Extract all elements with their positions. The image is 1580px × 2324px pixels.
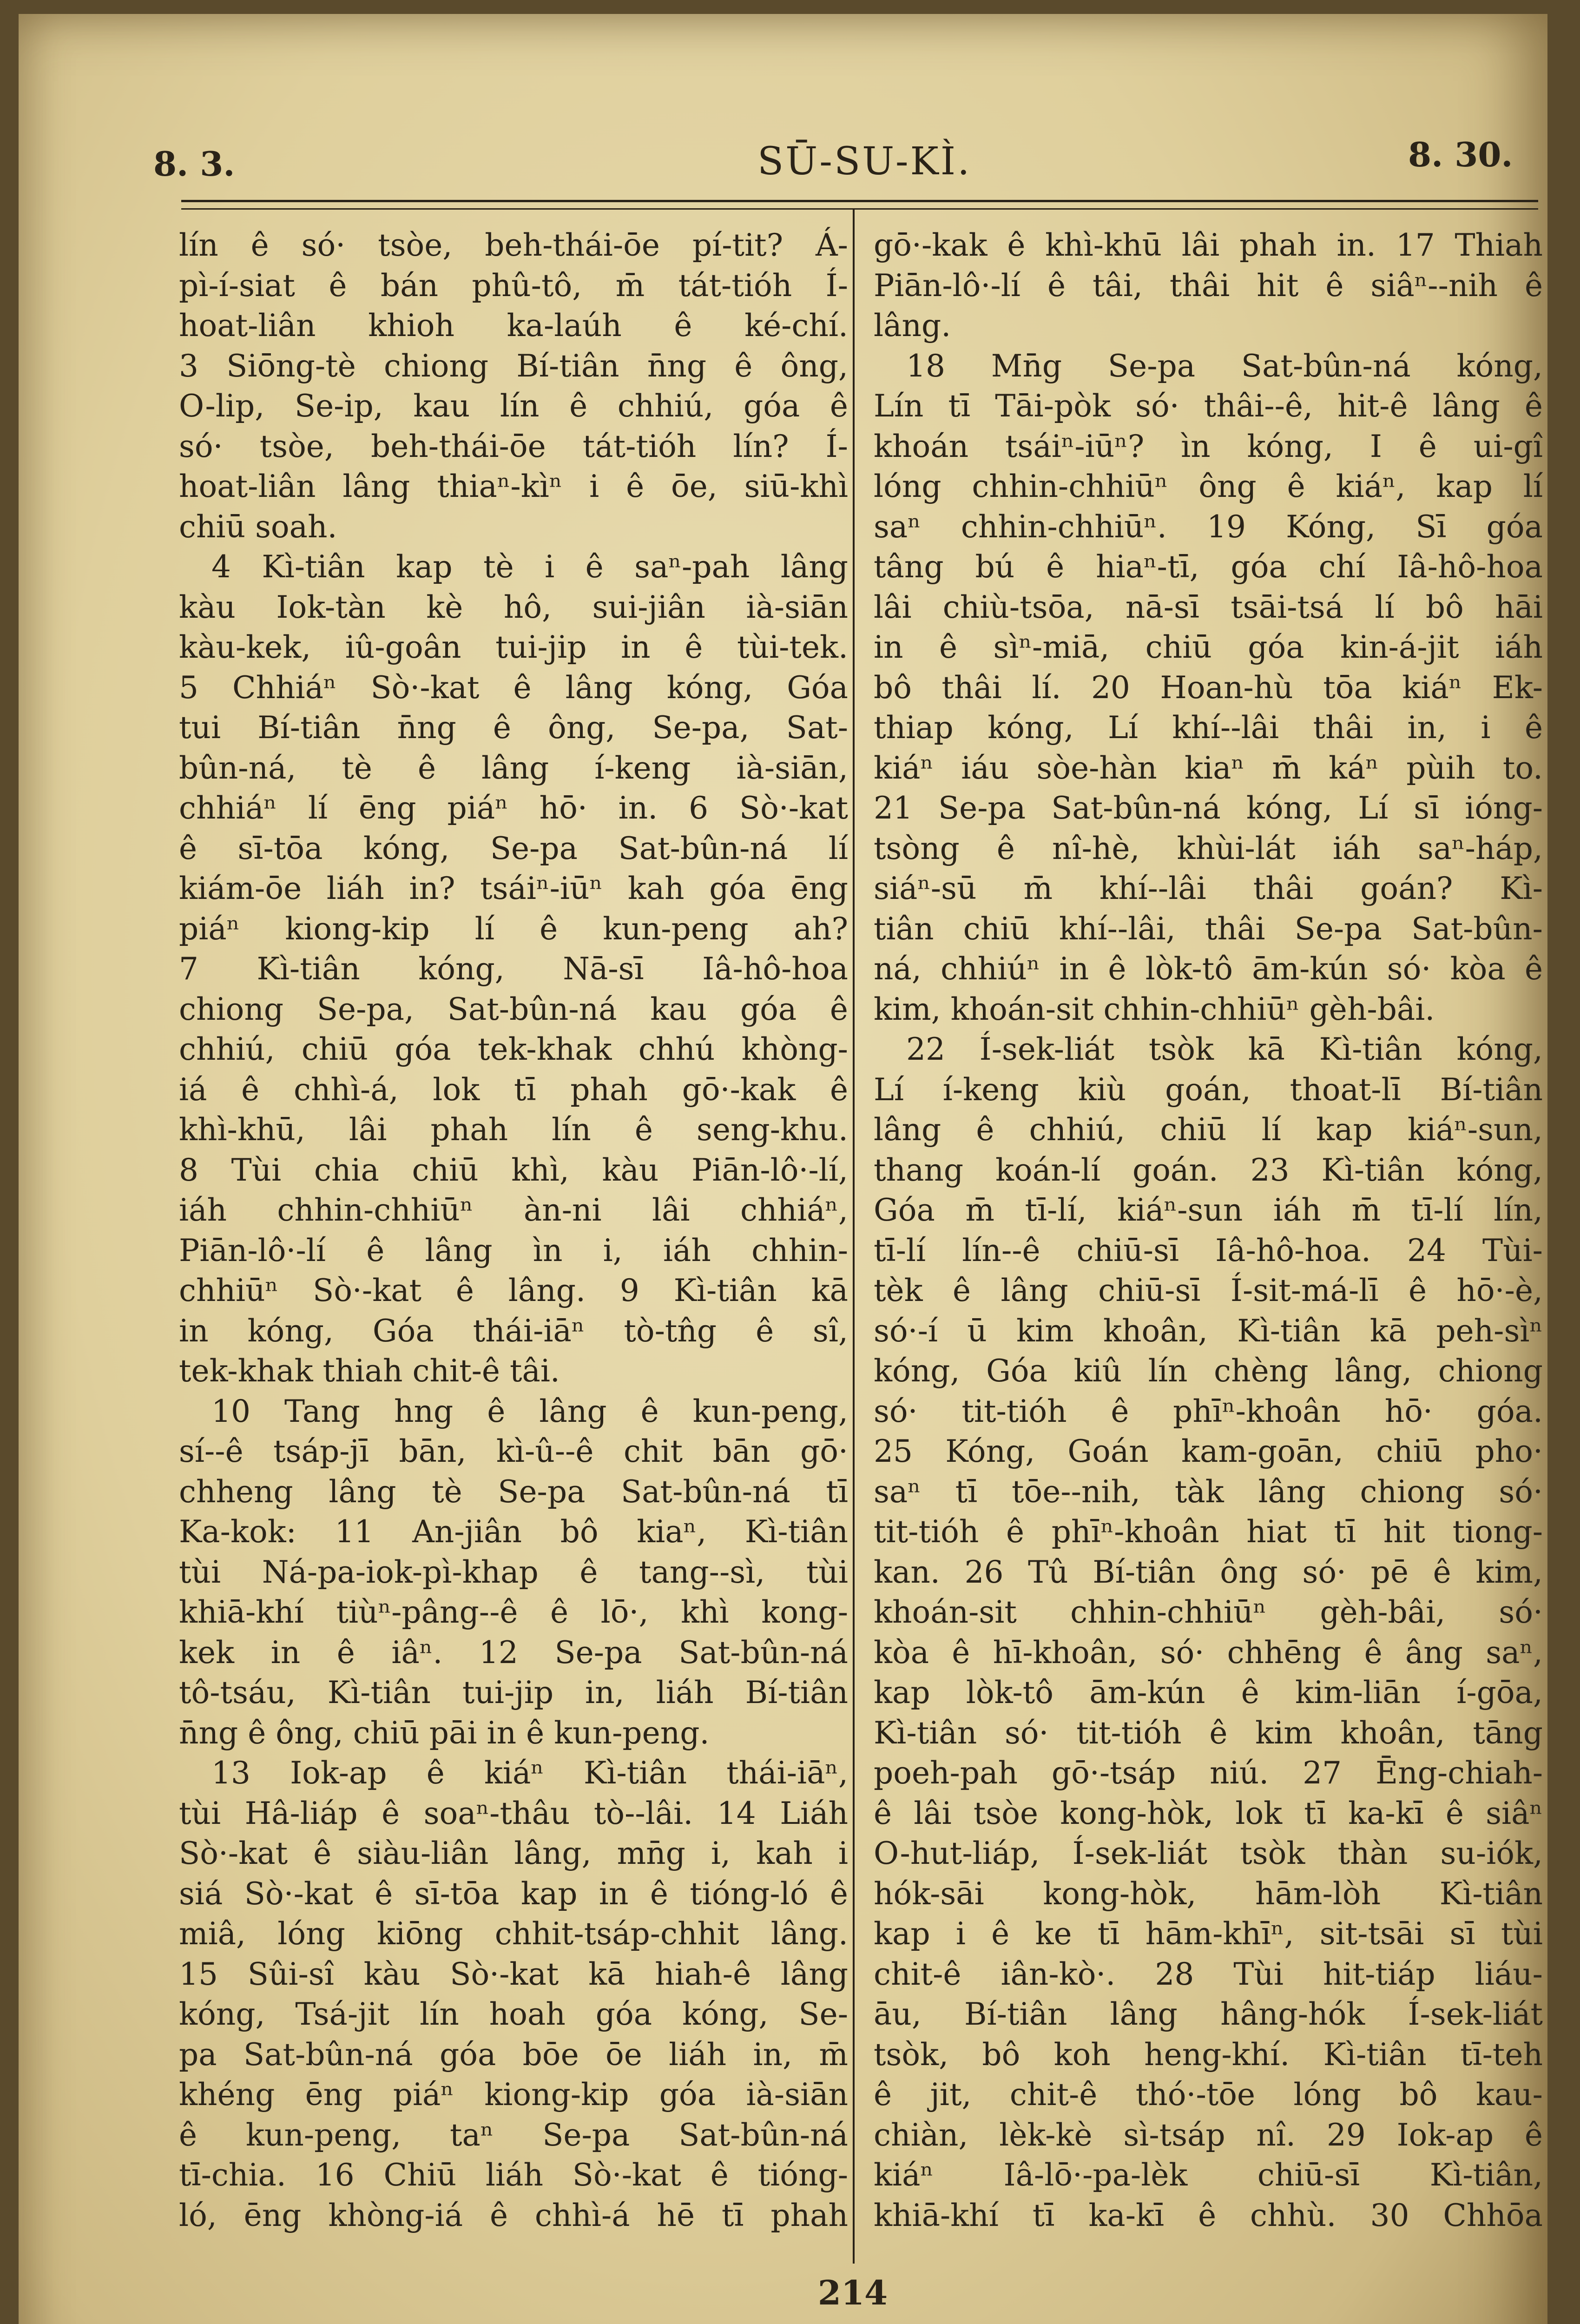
text-line: bûn-ná, tè ê lâng í-keng ià-siān, [179, 750, 848, 786]
text-line: hók-sāi kong-hòk, hām-lòh Kì-tiân [874, 1875, 1543, 1912]
text-line: chhiáⁿ lí ēng piáⁿ hō· in. 6 Sò·-kat [179, 790, 848, 826]
text-line: ê sī-tōa kóng, Se-pa Sat-bûn-ná lí [179, 830, 848, 866]
text-line: kàu-kek, iû-goân tui-jip in ê tùi-tek. [179, 629, 848, 665]
text-line: chheng lâng tè Se-pa Sat-bûn-ná tī [179, 1473, 848, 1510]
text-line: kóng, Tsá-jit lín hoah góa kóng, Se- [179, 1996, 848, 2032]
column-divider [853, 209, 855, 2264]
text-line: 13 Iok-ap ê kiáⁿ Kì-tiân thái-iāⁿ, [211, 1755, 848, 1791]
text-line: thang koán-lí goán. 23 Kì-tiân kóng, [874, 1152, 1543, 1188]
text-line: pa Sat-bûn-ná góa bōe ōe liáh in, m̄ [179, 2036, 848, 2073]
text-line: ló, ēng khòng-iá ê chhì-á hē tī phah [179, 2197, 848, 2233]
text-line: kiáⁿ iáu sòe-hàn kiaⁿ m̄ káⁿ pùih to. [874, 750, 1543, 786]
text-line: miâ, lóng kiōng chhit-tsáp-chhit lâng. [179, 1916, 848, 1952]
text-line: tsòk, bô koh heng-khí. Kì-tiân tī-teh [874, 2036, 1543, 2073]
text-line: 10 Tang hng ê lâng ê kun-peng, [211, 1393, 848, 1429]
text-line: Sò·-kat ê siàu-liân lâng, mn̄g i, kah i [179, 1835, 848, 1871]
text-line: khì-khū, lâi phah lín ê seng-khu. [179, 1112, 848, 1148]
text-line: 21 Se-pa Sat-bûn-ná kóng, Lí sī ióng- [874, 790, 1543, 826]
text-line: tèk ê lâng chiū-sī Í-sit-má-lī ê hō·-è, [874, 1273, 1543, 1308]
text-line: siáⁿ-sū m̄ khí--lâi thâi goán? Kì- [874, 871, 1543, 906]
text-line: O-lip, Se-ip, kau lín ê chhiú, góa ê [179, 388, 848, 424]
text-line: kòa ê hī-khoân, só· chhēng ê âng saⁿ, [874, 1634, 1543, 1670]
text-line: tâng bú ê hiaⁿ-tī, góa chí Iâ-hô-hoa [874, 549, 1543, 585]
text-line: tsòng ê nî-hè, khùi-lát iáh saⁿ-háp, [874, 830, 1543, 866]
text-line: sí--ê tsáp-jī bān, kì-û--ê chit bān gō· [179, 1433, 848, 1469]
text-line: Ka-kok: 11 An-jiân bô kiaⁿ, Kì-tiân [179, 1514, 848, 1550]
text-line: piáⁿ kiong-kip lí ê kun-peng ah? [179, 911, 848, 947]
text-line: in ê sìⁿ-miā, chiū góa kin-á-jit iáh [874, 629, 1543, 665]
text-line: tī-chia. 16 Chiū liáh Sò·-kat ê tióng- [179, 2157, 848, 2193]
text-line: poeh-pah gō·-tsáp niú. 27 Ēng-chiah- [874, 1755, 1543, 1791]
text-line: 18 Mn̄g Se-pa Sat-bûn-ná kóng, [906, 348, 1543, 384]
text-line: kóng, Góa kiû lín chèng lâng, chiong [874, 1353, 1543, 1389]
text-line: kek in ê iâⁿ. 12 Se-pa Sat-bûn-ná [179, 1634, 848, 1670]
text-line: chhiūⁿ Sò·-kat ê lâng. 9 Kì-tiân kā [179, 1273, 848, 1308]
left-text-column [179, 225, 848, 2236]
text-line: hoat-liân lâng thiaⁿ-kìⁿ i ê ōe, siū-khì [179, 469, 848, 504]
header-book-title: SŪ-SU-KÌ. [757, 139, 972, 184]
text-line: kim, khoán-sit chhin-chhiūⁿ gèh-bâi. [874, 991, 1435, 1027]
text-line: tit-tióh ê phīⁿ-khoân hiat tī hit tiong- [874, 1514, 1543, 1550]
text-line: tui Bí-tiân n̄ng ê ông, Se-pa, Sat- [179, 710, 848, 746]
header-chapter-start: 8. 3. [153, 144, 235, 184]
text-line: kàu Iok-tàn kè hô, sui-jiân ià-siān [179, 589, 848, 625]
text-line: lín ê só· tsòe, beh-thái-ōe pí-tit? Á- [179, 227, 848, 263]
text-line: lâng ê chhiú, chiū lí kap kiáⁿ-sun, [874, 1112, 1543, 1148]
header-chapter-end: 8. 30. [1408, 135, 1513, 174]
text-line: khiā-khí tiùⁿ-pâng--ê ê lō·, khì kong- [179, 1594, 848, 1630]
text-line: iá ê chhì-á, lok tī phah gō·-kak ê [179, 1071, 848, 1108]
text-line: n̄ng ê ông, chiū pāi in ê kun-peng. [179, 1715, 710, 1751]
book-page [19, 14, 1547, 2324]
text-line: tek-khak thiah chit-ê tâi. [179, 1353, 560, 1389]
text-line: saⁿ chhin-chhiūⁿ. 19 Kóng, Sī góa [874, 508, 1543, 545]
text-line: saⁿ tī tōe--nih, tàk lâng chiong só· [874, 1473, 1543, 1510]
text-line: tô-tsáu, Kì-tiân tui-jip in, liáh Bí-tiân [179, 1675, 848, 1710]
header-rule [181, 200, 1538, 202]
text-line: khiā-khí tī ka-kī ê chhù. 30 Chhōa [874, 2197, 1543, 2233]
text-line: pì-í-siat ê bán phû-tô, m̄ tát-tióh Í- [179, 267, 848, 304]
text-line: 3 Siōng-tè chiong Bí-tiân n̄ng ê ông, [179, 348, 848, 384]
text-line: tùi Hâ-liáp ê soaⁿ-thâu tò--lâi. 14 Liáh [179, 1795, 848, 1831]
text-line: kiám-ōe liáh in? tsáiⁿ-iūⁿ kah góa ēng [179, 871, 848, 906]
page-number: 214 [817, 2273, 888, 2312]
text-line: O-hut-liáp, Í-sek-liát tsòk thàn su-iók, [874, 1835, 1543, 1871]
text-line: thiap kóng, Lí khí--lâi thâi in, i ê [874, 710, 1543, 746]
text-line: só·-í ū kim khoân, Kì-tiân kā peh-sìⁿ [874, 1313, 1543, 1349]
text-line: 4 Kì-tiân kap tè i ê saⁿ-pah lâng [211, 549, 848, 585]
text-line: só· tit-tióh ê phīⁿ-khoân hō· góa. [874, 1393, 1543, 1429]
text-line: in kóng, Góa thái-iāⁿ tò-tn̂g ê sî, [179, 1313, 848, 1349]
text-line: Lín tī Tāi-pòk só· thâi--ê, hit-ê lâng ê [874, 388, 1543, 424]
text-line: Góa m̄ tī-lí, kiáⁿ-sun iáh m̄ tī-lí lín, [874, 1192, 1543, 1228]
text-line: chiàn, lèk-kè sì-tsáp nî. 29 Iok-ap ê [874, 2117, 1543, 2153]
text-line: lâi chiù-tsōa, nā-sī tsāi-tsá lí bô hāi [874, 589, 1543, 625]
text-line: lóng chhin-chhiūⁿ ông ê kiáⁿ, kap lí [874, 469, 1543, 504]
text-line: ê jit, chit-ê thó·-tōe lóng bô kau- [874, 2077, 1543, 2113]
text-line: chiū soah. [179, 508, 337, 545]
text-line: Piān-lô·-lí ê lâng ìn i, iáh chhin- [179, 1232, 848, 1268]
header-rule-thin [181, 208, 1538, 210]
text-line: khoán-sit chhin-chhiūⁿ gèh-bâi, só· [874, 1594, 1543, 1630]
text-line: kap lòk-tô ām-kún ê kim-liān í-gōa, [874, 1675, 1543, 1710]
text-line: tiân chiū khí--lâi, thâi Se-pa Sat-bûn- [874, 911, 1543, 947]
text-line: kan. 26 Tû Bí-tiân ông só· pē ê kim, [874, 1554, 1543, 1590]
text-line: ê kun-peng, taⁿ Se-pa Sat-bûn-ná [179, 2117, 848, 2153]
text-line: āu, Bí-tiân lâng hâng-hók Í-sek-liát [874, 1996, 1543, 2032]
text-line: tī-lí lín--ê chiū-sī Iâ-hô-hoa. 24 Tùi- [874, 1232, 1543, 1268]
text-line: gō·-kak ê khì-khū lâi phah in. 17 Thiah [874, 227, 1543, 263]
text-line: chiong Se-pa, Sat-bûn-ná kau góa ê [179, 991, 848, 1027]
text-line: ná, chhiúⁿ in ê lòk-tô ām-kún só· kòa ê [874, 951, 1543, 987]
text-line: só· tsòe, beh-thái-ōe tát-tióh lín? Í- [179, 428, 848, 464]
text-line: chhiú, chiū góa tek-khak chhú khòng- [179, 1031, 848, 1067]
text-line: khéng ēng piáⁿ kiong-kip góa ià-siān [179, 2077, 848, 2113]
text-line: khoán tsáiⁿ-iūⁿ? ìn kóng, I ê ui-gî [874, 428, 1543, 464]
text-line: 7 Kì-tiân kóng, Nā-sī Iâ-hô-hoa [179, 951, 848, 987]
text-line: tùi Ná-pa-iok-pì-khap ê tang--sì, tùi [179, 1554, 848, 1590]
text-line: 5 Chhiáⁿ Sò·-kat ê lâng kóng, Góa [179, 669, 848, 706]
text-line: chit-ê iân-kò·. 28 Tùi hit-tiáp liáu- [874, 1956, 1543, 1992]
text-line: Kì-tiân só· tit-tióh ê kim khoân, tāng [874, 1715, 1543, 1751]
right-text-column [874, 225, 1543, 2236]
text-line: bô thâi lí. 20 Hoan-hù tōa kiáⁿ Ek- [874, 669, 1543, 706]
text-line: Piān-lô·-lí ê tâi, thâi hit ê siâⁿ--nih ê [874, 267, 1543, 304]
text-line: Lí í-keng kiù goán, thoat-lī Bí-tiân [874, 1071, 1543, 1108]
text-line: kap i ê ke tī hām-khīⁿ, sit-tsāi sī tùi [874, 1916, 1543, 1952]
text-line: iáh chhin-chhiūⁿ àn-ni lâi chhiáⁿ, [179, 1192, 848, 1228]
text-line: 8 Tùi chia chiū khì, kàu Piān-lô·-lí, [179, 1152, 848, 1188]
text-line: siá Sò·-kat ê sī-tōa kap in ê tióng-ló ê [179, 1875, 848, 1912]
text-line: lâng. [874, 308, 951, 343]
text-line: 25 Kóng, Goán kam-goān, chiū pho· [874, 1433, 1543, 1469]
text-line: hoat-liân khioh ka-laúh ê ké-chí. [179, 308, 848, 343]
text-line: kiáⁿ Iâ-lō·-pa-lèk chiū-sī Kì-tiân, [874, 2157, 1543, 2193]
page-header [19, 135, 1547, 191]
text-line: 22 Í-sek-liát tsòk kā Kì-tiân kóng, [906, 1031, 1543, 1067]
text-line: ê lâi tsòe kong-hòk, lok tī ka-kī ê siâⁿ [874, 1795, 1543, 1831]
text-line: 15 Sûi-sî kàu Sò·-kat kā hiah-ê lâng [179, 1956, 848, 1992]
